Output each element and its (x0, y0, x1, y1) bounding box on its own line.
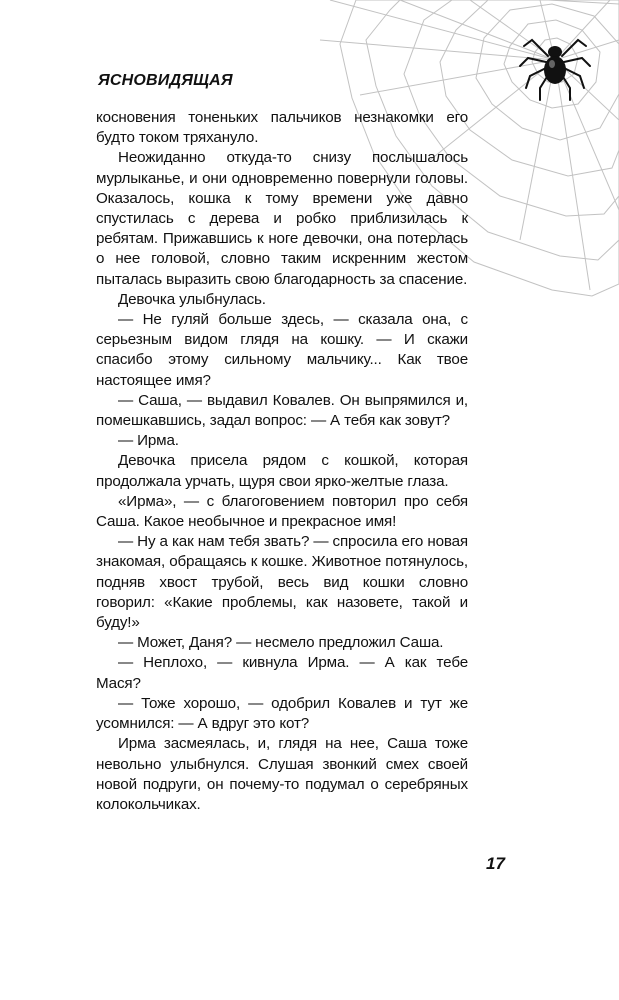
running-head: ЯСНОВИДЯЩАЯ (98, 72, 233, 89)
paragraph: Девочка присела рядом с кошкой, которая продолжала урчать, щуря свои ярко-желтые глаза. (96, 452, 468, 490)
paragraph: — Может, Даня? — несмело предложил Саша. (118, 634, 444, 652)
body-text (96, 108, 468, 815)
paragraph: — Ну а как нам тебя звать? — спросила его новая знакомая, обращаясь к кошке. Животное потянулось, подняв хвост трубой, весь вид кошки словно говорил: «Какие проблемы, как назовете, такой и буду!» (96, 533, 468, 632)
paragraph: «Ирма», — с благоговением повторил про себя Саша. Какое необычное и прекрасное имя! (96, 492, 468, 531)
paragraph: — Ирма. (118, 432, 179, 450)
paragraph: — Не гуляй больше здесь, — сказала она, с серьезным видом глядя на кошку. — И скажи спасибо этому сильному мальчику... Как твое настоящее имя? (96, 311, 468, 389)
paragraph: Девочка улыбнулась. (118, 290, 266, 308)
paragraph: — Тоже хорошо, — одобрил Ковалев и тут же усомнился: — А вдруг это кот? (96, 694, 468, 733)
spider-icon (520, 40, 590, 100)
paragraph: Ирма засмеялась, и, глядя на нее, Саша тоже невольно улыбнулся. Слушая звонкий смех своей новой подруги, он почему-то подумал о серебряных колокольчиках. (96, 735, 468, 813)
paragraph: косновения тоненьких пальчиков незнакомки его будто током тряхануло. (96, 109, 468, 147)
paragraph: — Неплохо, — кивнула Ирма. — А как тебе Мася? (96, 654, 468, 692)
page-number: 17 (486, 854, 505, 873)
paragraph: — Саша, — выдавил Ковалев. Он выпрямился и, помешкавшись, задал вопрос: — А тебя как зовут? (96, 391, 468, 430)
paragraph: Неожиданно откуда-то снизу послышалось мурлыканье, и они одновременно повернули головы. Оказалось, кошка к тому времени уже давно спустилась с дерева и робко приблизилась к ребятам. Прижавшись к ноге девочки, она потерлась о нее головой, словно таким искренним жестом пыталась выразить свою благодарность за спасение. (96, 149, 468, 288)
